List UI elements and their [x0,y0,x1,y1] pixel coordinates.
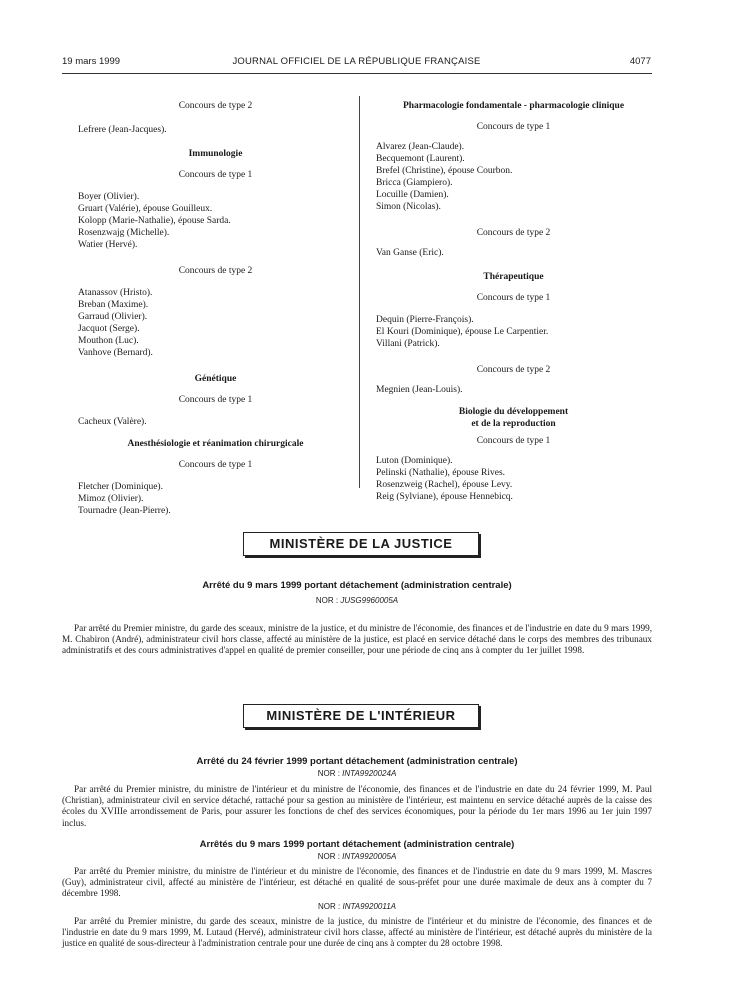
concours-type: Concours de type 1 [178,170,253,180]
list-item: Watier (Hervé). [78,240,138,250]
section-heading-pharmacologie: Pharmacologie fondamentale - pharmacologie clinique [402,101,625,111]
name-list [78,416,353,428]
list-item: Mimoz (Olivier). [78,494,144,504]
section-heading-anesthesiologie: Anesthésiologie et réanimation chirurgicale [127,439,304,449]
concours-type: Concours de type 1 [476,436,551,446]
list-item: Cacheux (Valère). [78,417,147,427]
arrete-text: Par arrêté du Premier ministre, du ministre de l'intérieur et du ministre de l'économie, des finances et de l'industrie en date du 24 février 1999, M. Paul (Christian), administrateur civil en service détaché, rattaché pour sa gestion au ministère de l'intérieur, est maintenu en service détaché auprès de la caisse des écoles du XVIIIe arrondissement de Paris, pour assurer les fonctions de chef des services économiques, pour la période du 1er mars 1996 au 1er juin 1997 inclus. [62,784,652,828]
nor-code: INTA9920011A [342,902,396,911]
left-column [78,100,353,517]
arrete-title: Arrêté du 24 février 1999 portant détachement (administration centrale) [196,756,518,767]
concours-type: Concours de type 2 [476,228,551,238]
concours-type: Concours de type 1 [476,293,551,303]
ministry-justice-box: MINISTÈRE DE LA JUSTICE [243,532,479,556]
header-journal-title: JOURNAL OFFICIEL DE LA RÉPUBLIQUE FRANÇAISE [232,56,481,67]
nor-label: NOR : [315,596,339,605]
nor-code: INTA9920024A [342,769,397,778]
name-list [78,124,353,136]
list-item: Lefrere (Jean-Jacques). [78,125,167,135]
list-item: Locuille (Damien). [376,190,449,200]
list-item: Simon (Nicolas). [376,202,441,212]
list-item: Vanhove (Bernard). [78,348,153,358]
arrete-title: Arrêtés du 9 mars 1999 portant détachement (administration centrale) [199,839,515,850]
list-item: Rosenzweig (Rachel), épouse Levy. [376,480,513,490]
section-heading-biologie [376,406,651,430]
name-list [376,141,651,213]
list-item: Jacquot (Serge). [78,324,140,334]
name-list [376,455,651,503]
nor-code: JUSG9960005A [340,596,399,605]
list-item: Megnien (Jean-Louis). [376,385,463,395]
section-heading-line: Biologie du développement [458,407,569,417]
running-header [62,56,651,72]
concours-type: Concours de type 2 [476,365,551,375]
section-heading-therapeutique: Thérapeutique [483,272,544,282]
list-item: Luton (Dominique). [376,456,453,466]
list-item: Bricca (Giampiero). [376,178,453,188]
list-item: Kolopp (Marie-Nathalie), épouse Sarda. [78,216,231,226]
name-list [376,314,651,350]
section-heading-immunologie: Immunologie [188,149,243,159]
nor-reference [62,769,652,778]
nor-reference [62,596,652,605]
ministry-interieur-box: MINISTÈRE DE L'INTÉRIEUR [243,704,479,728]
list-item: El Kouri (Dominique), épouse Le Carpentier. [376,327,549,337]
nor-label: NOR : [317,852,340,861]
list-item: Garraud (Olivier). [78,312,148,322]
right-column [376,100,651,503]
name-list [376,247,651,259]
arrete-title: Arrêté du 9 mars 1999 portant détachement (administration centrale) [202,580,512,591]
list-item: Becquemont (Laurent). [376,154,465,164]
list-item: Brefel (Christine), épouse Courbon. [376,166,513,176]
concours-type: Concours de type 2 [178,266,253,276]
arrete-text: Par arrêté du Premier ministre, du garde des sceaux, ministre de la justice, du ministre de l'intérieur et du ministre de l'économie, des finances et de l'industrie en date du 9 mars 1999, M. Lutaud (Hervé), administrateur civil hors classe, affecté au ministère de l'intérieur, est détaché auprès du ministère de la justice en qualité de sous-directeur à l'administration centrale pour une durée de cinq ans à compter du 28 octobre 1998. [62,916,652,949]
list-item: Boyer (Olivier). [78,192,140,202]
section-heading-line: et de la reproduction [471,419,556,429]
list-item: Van Ganse (Eric). [376,248,444,258]
list-item: Rosenzwajg (Michelle). [78,228,170,238]
nor-label: NOR : [317,769,340,778]
section-heading-genetique: Génétique [194,374,237,384]
nor-code: INTA9920005A [342,852,397,861]
list-item: Pelinski (Nathalie), épouse Rives. [376,468,506,478]
list-item: Breban (Maxime). [78,300,149,310]
name-list [78,191,353,251]
list-item: Reig (Sylviane), épouse Hennebicq. [376,492,513,502]
list-item: Tournadre (Jean-Pierre). [78,506,171,516]
column-divider [359,96,360,488]
nor-reference [62,902,652,911]
name-list [78,481,353,517]
header-rule [62,73,652,74]
list-item: Mouthon (Luc). [78,336,139,346]
concours-type: Concours de type 1 [476,122,551,132]
concours-type: Concours de type 2 [178,101,253,111]
name-list [78,287,353,359]
arrete-text: Par arrêté du Premier ministre, du ministre de l'intérieur et du ministre de l'économie, des finances et de l'industrie en date du 9 mars 1999, M. Mascres (Guy), administrateur civil, affecté au ministère de l'intérieur, est détaché en qualité de sous-préfet pour une durée maximale de deux ans à compter du 7 décembre 1998. [62,866,652,899]
name-list [376,384,651,396]
concours-type: Concours de type 1 [178,460,253,470]
list-item: Villani (Patrick). [376,339,440,349]
list-item: Atanassov (Hristo). [78,288,153,298]
concours-type: Concours de type 1 [178,395,253,405]
list-item: Alvarez (Jean-Claude). [376,142,465,152]
header-date: 19 mars 1999 [62,56,121,67]
arrete-text: Par arrêté du Premier ministre, du garde des sceaux, ministre de la justice, et du ministre de l'économie, des finances et de l'industrie en date du 9 mars 1999, M. Chabiron (André), administrateur civil hors classe, affecté au ministère de la justice, est placé en service détaché dans le corps des membres des tribunaux administratifs et des cours administratives d'appel en qualité de premier conseiller, pour une période de cinq ans à compter du 1er juillet 1998. [62,623,652,656]
list-item: Fletcher (Dominique). [78,482,163,492]
header-page-number: 4077 [629,56,651,67]
list-item: Dequin (Pierre-François). [376,315,474,325]
nor-label: NOR : [318,902,341,911]
list-item: Gruart (Valérie), épouse Gouilleux. [78,204,213,214]
nor-reference [62,852,652,861]
